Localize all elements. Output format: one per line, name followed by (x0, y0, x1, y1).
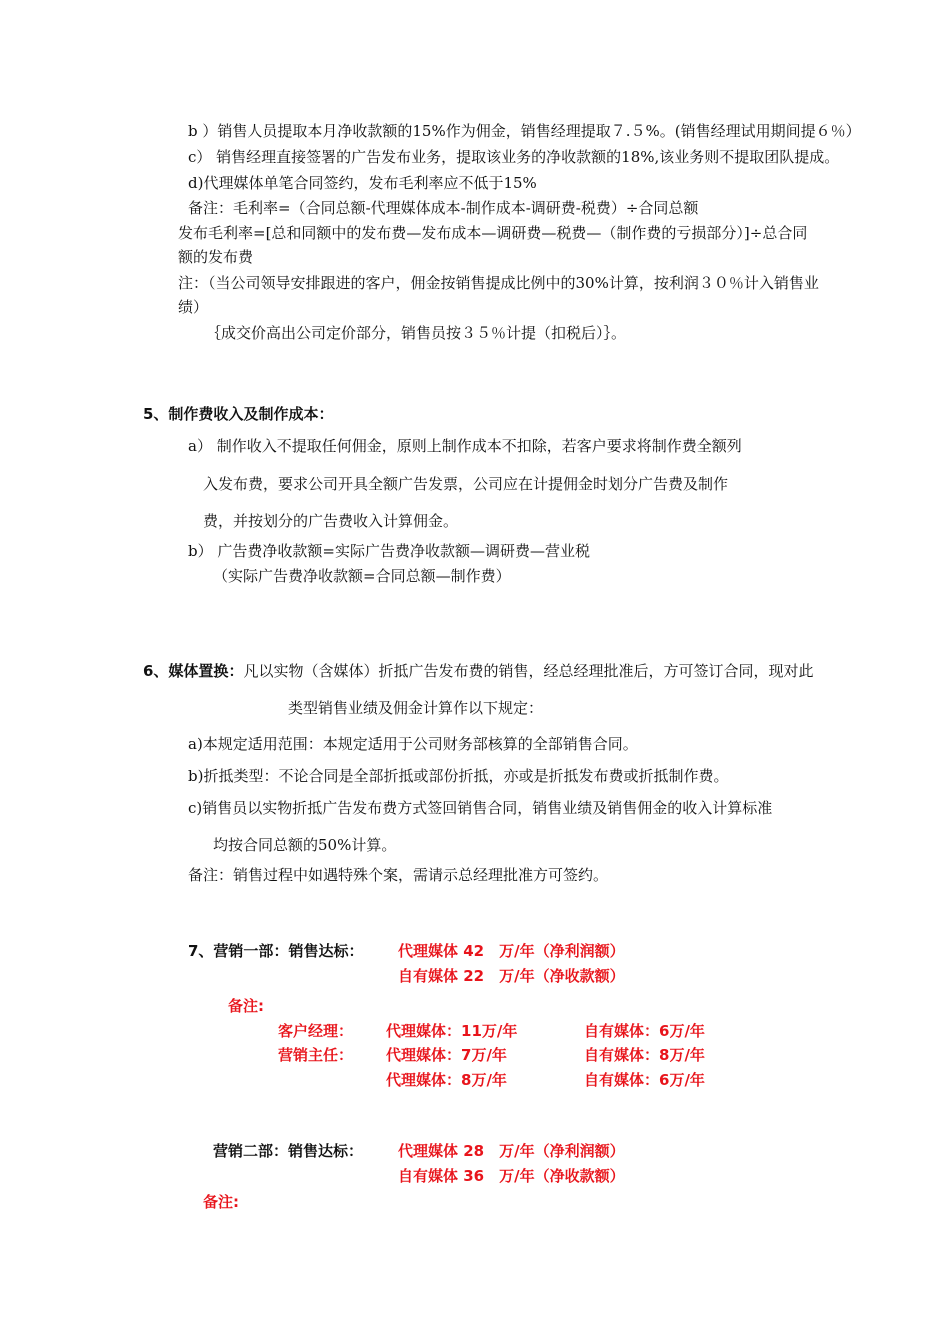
role-label: 营销主任： (278, 1046, 354, 1064)
section5-a-line3: 费，并按划分的广告费收入计算佣金。 (203, 512, 459, 530)
leader-client-note-cont: 绩） (178, 298, 209, 316)
section6-heading: 6、媒体置换： (143, 662, 244, 680)
section5-a-line1: a） 制作收入不提取任何佣金，原则上制作成本不扣除，若客户要求将制作费全额列 (188, 437, 742, 455)
section6-intro-cont: 类型销售业绩及佣金计算作以下规定： (288, 699, 544, 717)
section6-note: 备注：销售过程中如遇特殊个案，需请示总经理批准方可签约。 (188, 866, 609, 884)
dept1-target-agent: 代理媒体 42 万/年（净利润额） (398, 942, 625, 960)
dept1-target-own: 自有媒体 22 万/年（净收款额） (398, 967, 625, 985)
role-own-target: 自有媒体：6万/年 (584, 1071, 705, 1089)
dept2-target-own: 自有媒体 36 万/年（净收款额） (398, 1167, 625, 1185)
publish-margin-formula: 发布毛利率=[总和同额中的发布费—发布成本—调研费—税费—（制作费的亏损部分）]÷总合同 (178, 224, 808, 242)
dept1-remark-label: 备注: (228, 997, 264, 1015)
section6-a: a)本规定适用范围：本规定适用于公司财务部核算的全部销售合同。 (188, 735, 638, 753)
section6-intro-row (143, 660, 813, 682)
rule-c-text: c） 销售经理直接签署的广告发布业务，提取该业务的净收款额的18%,该业务则不提取团队提成。 (188, 148, 840, 166)
rule-d-text: d)代理媒体单笔合同签约，发布毛利率应不低于15% (188, 174, 537, 192)
dept2-remark-label: 备注: (203, 1193, 239, 1211)
section6-c-line1: c)销售员以实物折抵广告发布费方式签回销售合同，销售业绩及销售佣金的收入计算标准 (188, 799, 773, 817)
section5-b-line1: b） 广告费净收款额=实际广告费净收款额—调研费—营业税 (188, 542, 590, 560)
dept1-label: 7、营销一部：销售达标： (188, 942, 364, 960)
section5-a-line2: 入发布费，要求公司开具全额广告发票，公司应在计提佣金时划分广告费及制作 (203, 475, 729, 493)
section6-c-line2: 均按合同总额的50%计算。 (213, 836, 397, 854)
role-own-target: 自有媒体：8万/年 (584, 1046, 705, 1064)
rule-b-text: b ）销售人员提取本月净收款额的15%作为佣金，销售经理提取７.５%。(销售经理试用期间提６％） (188, 122, 861, 140)
premium-price-note: ｛成交价高出公司定价部分，销售员按３５％计提（扣税后）｝。 (206, 324, 627, 342)
section5-heading: 5、制作费收入及制作成本： (143, 405, 334, 423)
role-own-target: 自有媒体：6万/年 (584, 1022, 705, 1040)
section6-intro: 凡以实物（含媒体）折抵广告发布费的销售，经总经理批准后，方可签订合同，现对此 (243, 662, 814, 680)
gross-margin-note: 备注：毛利率=（合同总额-代理媒体成本-制作成本-调研费-税费）÷合同总额 (188, 199, 699, 217)
role-agent-target: 代理媒体：8万/年 (386, 1071, 507, 1089)
dept2-label: 营销二部：销售达标： (213, 1142, 364, 1160)
section5-b-line2: （实际广告费净收款额=合同总额—制作费） (213, 567, 511, 585)
leader-client-note: 注：（当公司领导安排跟进的客户，佣金按销售提成比例中的30%计算，按利润３０％计入销售业 (178, 274, 819, 292)
publish-margin-formula-cont: 额的发布费 (178, 248, 254, 266)
role-agent-target: 代理媒体：7万/年 (386, 1046, 507, 1064)
dept2-target-agent: 代理媒体 28 万/年（净利润额） (398, 1142, 625, 1160)
section6-b: b)折抵类型：不论合同是全部折抵或部份折抵，亦或是折抵发布费或折抵制作费。 (188, 767, 729, 785)
role-agent-target: 代理媒体：11万/年 (386, 1022, 518, 1040)
role-label: 客户经理： (278, 1022, 354, 1040)
